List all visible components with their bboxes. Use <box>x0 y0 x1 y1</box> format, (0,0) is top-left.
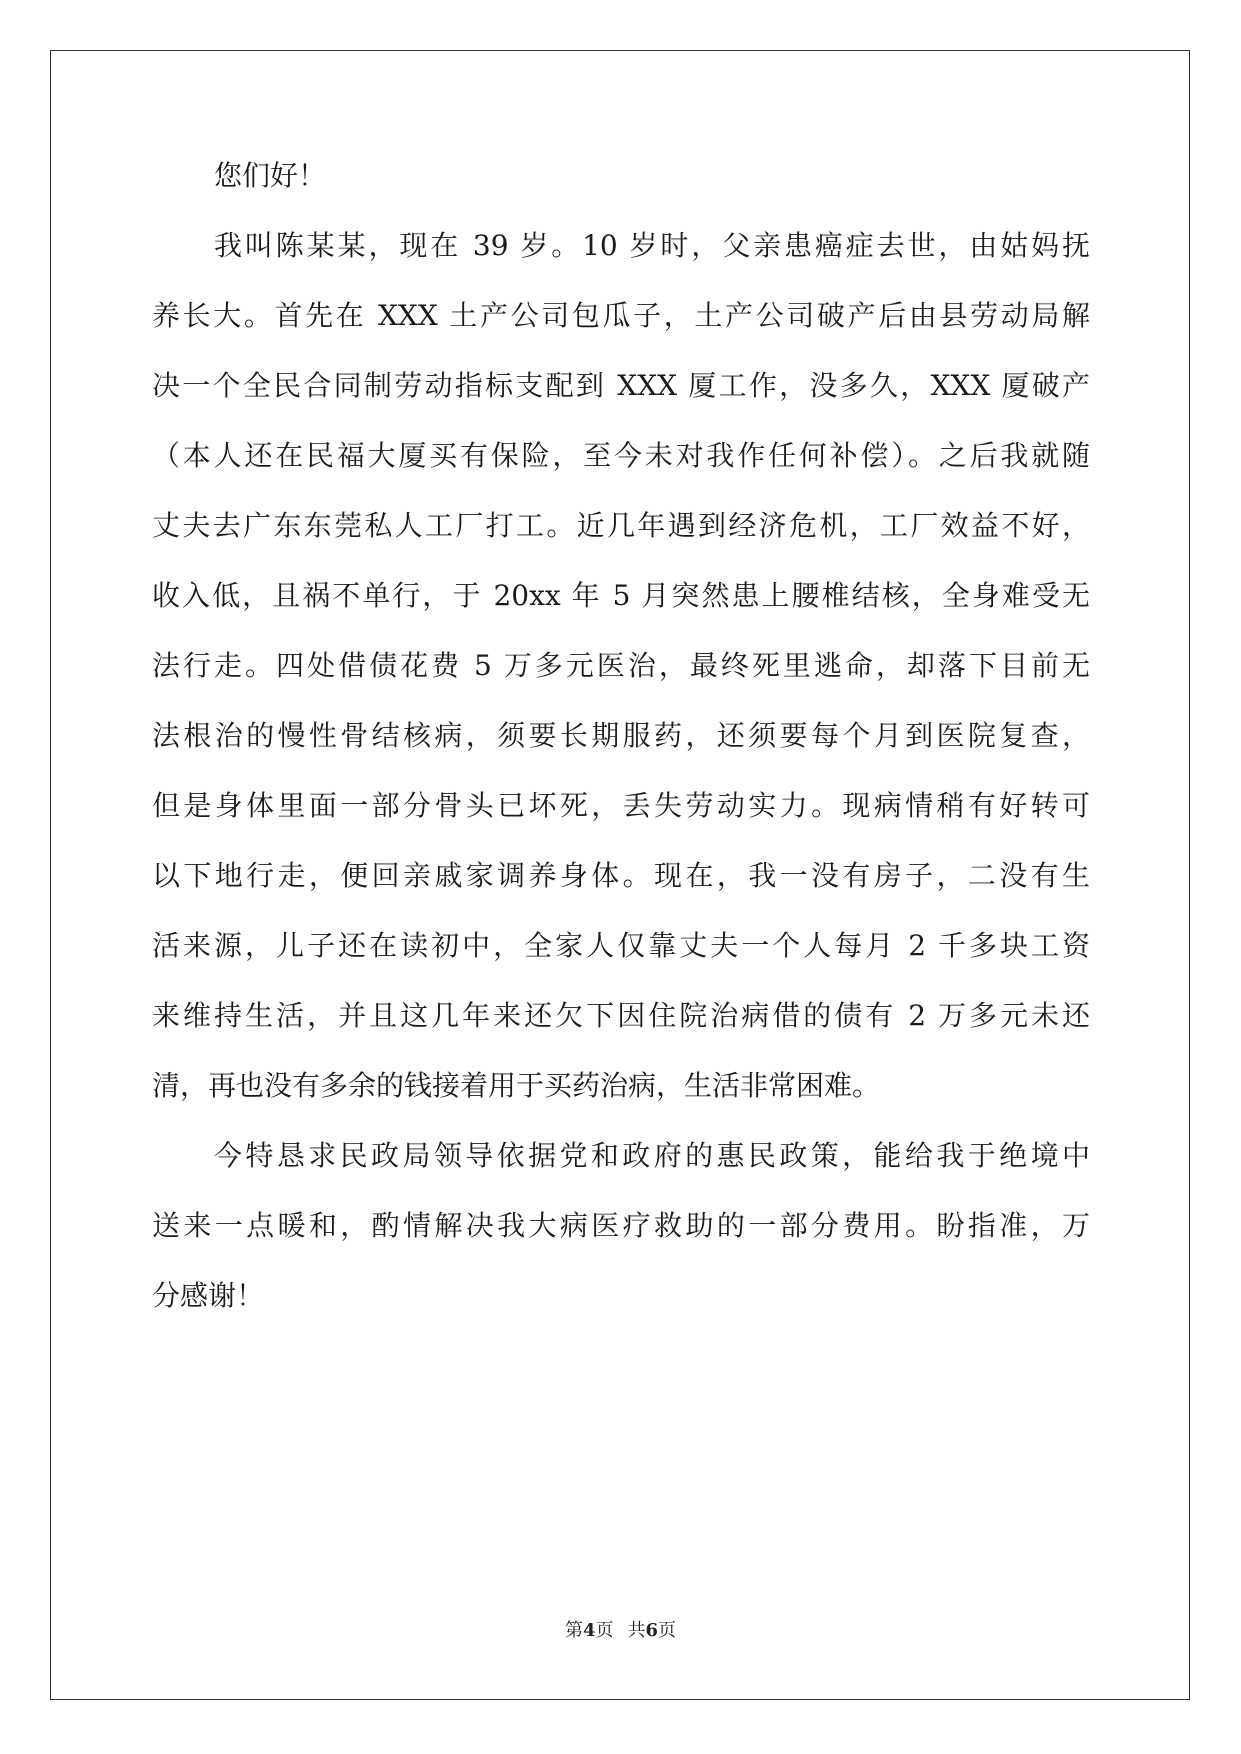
paragraph-2 <box>152 1139 1090 1352</box>
page-prefix: 第 <box>564 1620 583 1641</box>
paragraph-1 <box>152 229 1090 1142</box>
page-footer <box>0 1620 1241 1642</box>
current-page-number: 4 <box>582 1620 596 1641</box>
paragraph-line: 我叫陈某某，现在 39 岁。10 岁时，父亲患癌症去世，由姑妈抚 <box>214 229 1090 262</box>
paragraph-line: 养长大。首先在 XXX 土产公司包瓜子，土产公司破产后由县劳动局解 <box>152 299 1090 332</box>
paragraph-line: 丈夫去广东东莞私人工厂打工。近几年遇到经济危机，工厂效益不好， <box>152 509 1090 542</box>
paragraph-line: 决一个全民合同制劳动指标支配到 XXX 厦工作，没多久，XXX 厦破产 <box>152 369 1090 402</box>
paragraph-line: 法行走。四处借债花费 5 万多元医治，最终死里逃命，却落下目前无 <box>152 649 1090 682</box>
paragraph-line: 以下地行走，便回亲戚家调养身体。现在，我一没有房子，二没有生 <box>152 859 1090 892</box>
paragraph-line: 分感谢！ <box>152 1279 265 1312</box>
paragraph-line: 收入低，且祸不单行，于 20xx 年 5 月突然患上腰椎结核，全身难受无 <box>152 579 1090 612</box>
paragraph-line: 来维持生活，并且这几年来还欠下因住院治病借的债有 2 万多元未还 <box>152 999 1090 1032</box>
letter-body <box>152 159 1090 1352</box>
paragraph-line: 但是身体里面一部分骨头已坏死，丢失劳动实力。现病情稍有好转可 <box>152 789 1090 822</box>
paragraph-line: 送来一点暖和，酌情解决我大病医疗救助的一部分费用。盼指准，万 <box>152 1209 1090 1242</box>
greeting: 您们好！ <box>214 159 327 192</box>
paragraph-line: （本人还在民福大厦买有保险，至今未对我作任何补偿）。之后我就随 <box>152 439 1090 472</box>
paragraph-line: 清，再也没有多余的钱接着用于买药治病，生活非常困难。 <box>152 1069 881 1102</box>
page-suffix: 页 <box>595 1620 614 1641</box>
total-prefix: 共 <box>627 1620 646 1641</box>
paragraph-line: 法根治的慢性骨结核病，须要长期服药，还须要每个月到医院复查， <box>152 719 1090 752</box>
paragraph-line: 活来源，儿子还在读初中，全家人仅靠丈夫一个人每月 2 千多块工资 <box>152 929 1090 962</box>
paragraph-line: 今特恳求民政局领导依据党和政府的惠民政策，能给我于绝境中 <box>214 1139 1090 1172</box>
total-page-count: 6 <box>645 1620 659 1641</box>
total-suffix: 页 <box>658 1620 677 1641</box>
